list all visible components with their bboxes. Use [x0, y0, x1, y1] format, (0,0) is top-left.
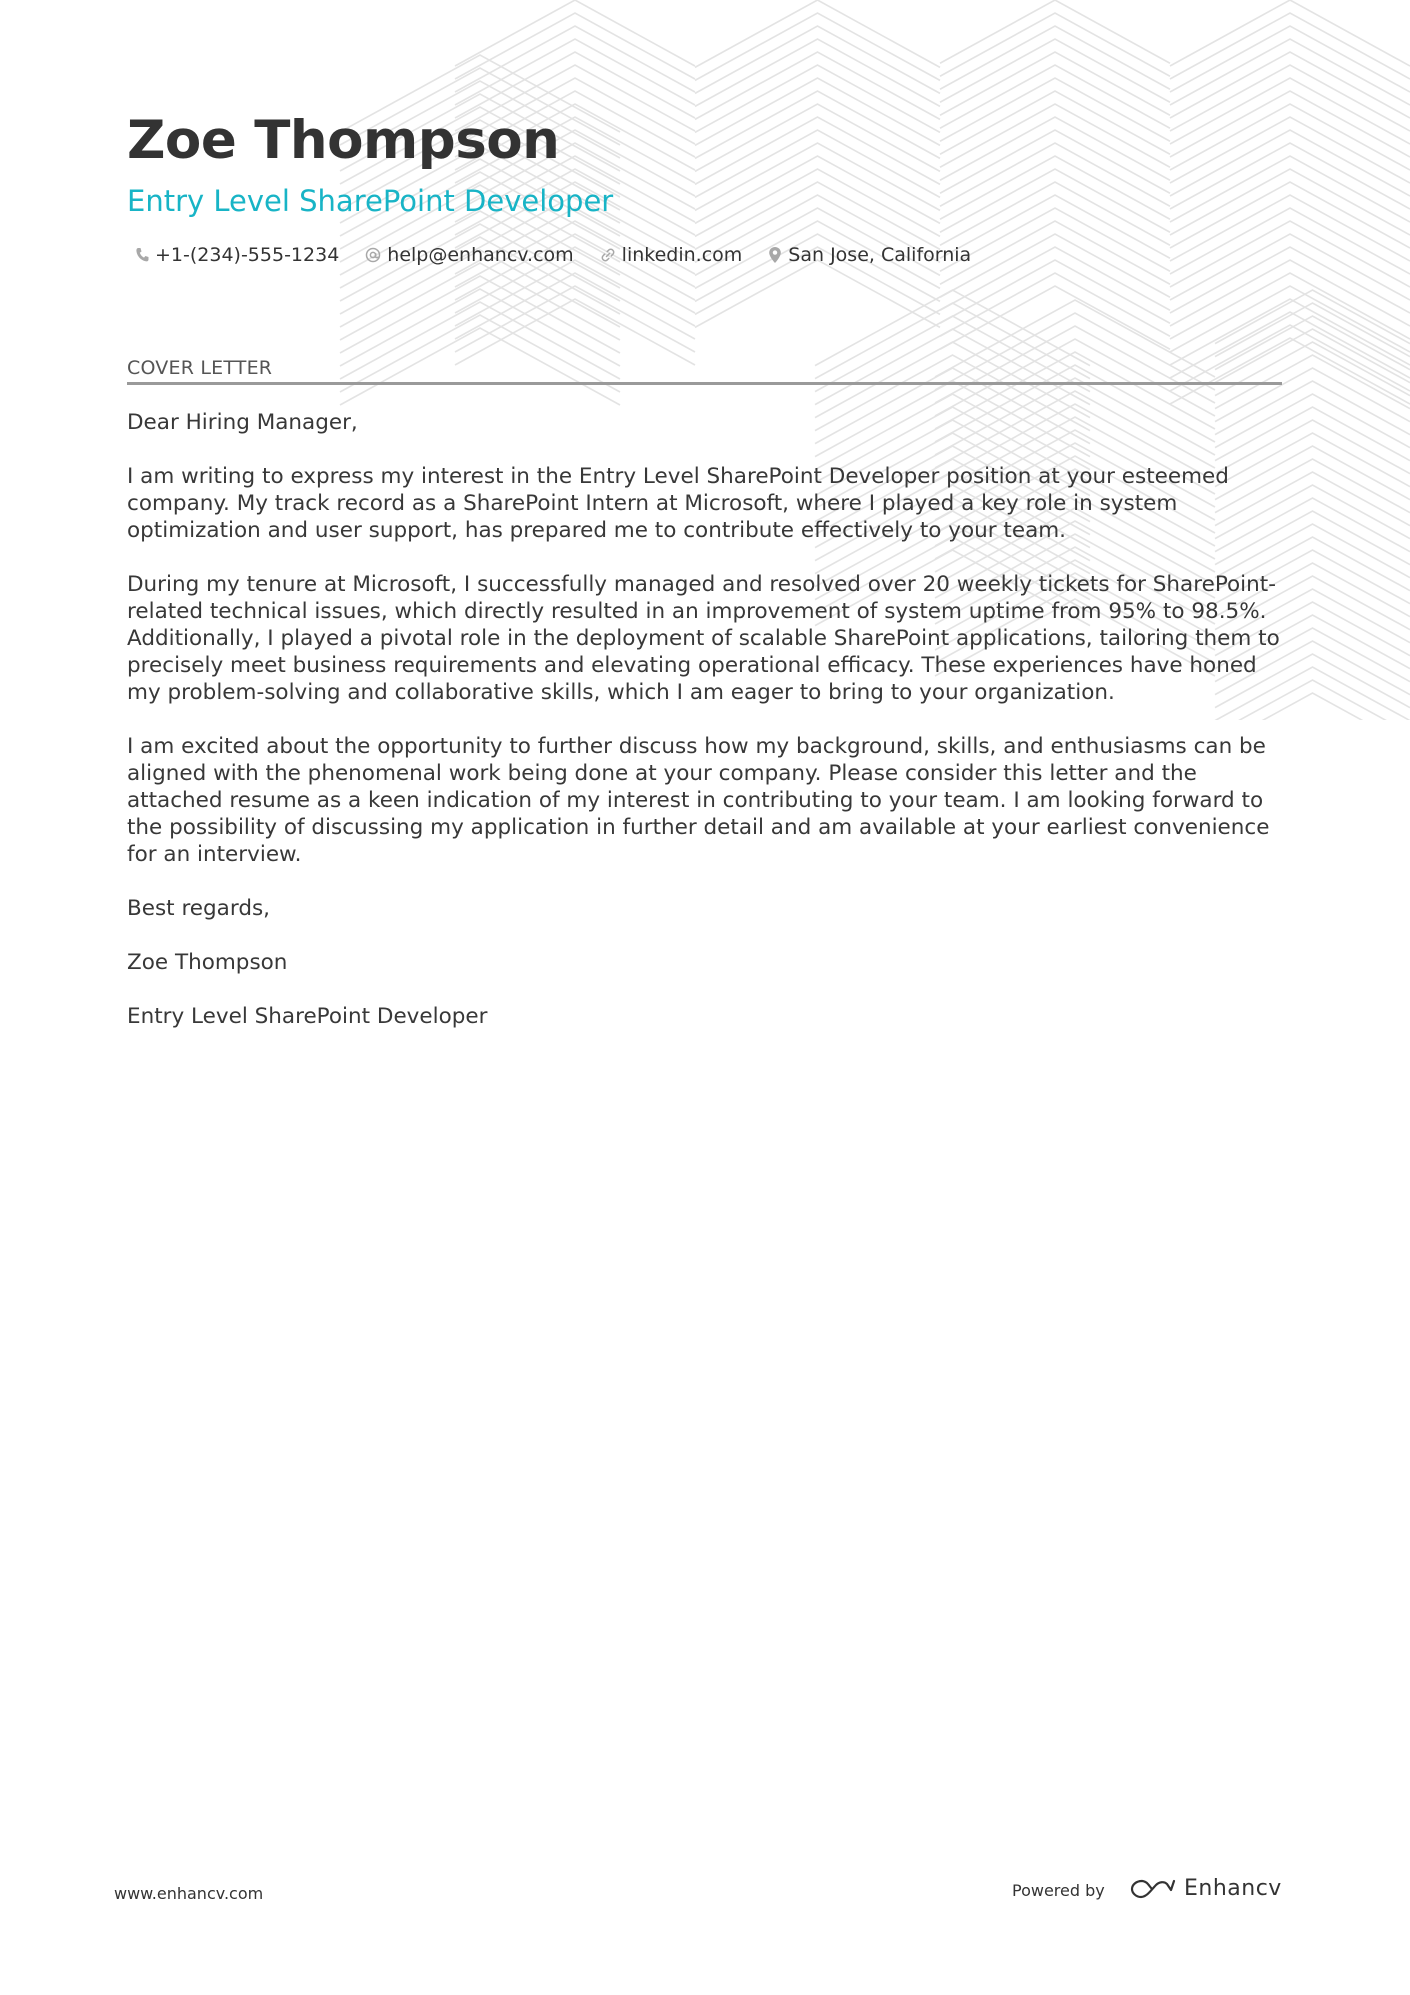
- link-text[interactable]: linkedin.com: [621, 244, 743, 266]
- phone-icon: [135, 247, 149, 263]
- contact-location: [768, 244, 971, 266]
- pattern-line: [1170, 0, 1410, 66]
- applicant-name: Zoe Thompson: [127, 110, 560, 171]
- brand-logo[interactable]: [1130, 1876, 1282, 1901]
- contact-row: [135, 244, 997, 266]
- letter-greeting: Dear Hiring Manager,: [127, 410, 358, 435]
- brand-name: Enhancv: [1184, 1876, 1282, 1901]
- location-pin-icon: [768, 246, 782, 264]
- section-title: COVER LETTER: [127, 357, 1282, 385]
- applicant-role: Entry Level SharePoint Developer: [127, 184, 614, 218]
- letter-body: [127, 409, 1287, 1057]
- link-icon: [600, 247, 616, 263]
- contact-phone: [135, 244, 339, 266]
- contact-email: [365, 244, 573, 266]
- signature-name: Zoe Thompson: [127, 950, 288, 975]
- location-text: San Jose, California: [788, 244, 972, 266]
- pattern-line: [695, 0, 940, 67]
- email-text[interactable]: help@enhancv.com: [387, 244, 574, 266]
- letter-closing: Best regards,: [127, 896, 271, 921]
- powered-by-label: Powered by: [1012, 1881, 1105, 1900]
- footer-website-link[interactable]: www.enhancv.com: [114, 1884, 264, 1903]
- pattern-line: [940, 0, 1170, 63]
- signature-title: Entry Level SharePoint Developer: [127, 1004, 488, 1029]
- phone-text[interactable]: +1-(234)-555-1234: [155, 244, 340, 266]
- letter-paragraph: During my tenure at Microsoft, I successfully managed and resolved over 20 weekly tickets for SharePoint-related technical issues, which directly resulted in an improvement of system uptime from 95% to 98.5%. Additionally, I played a pivotal role in the deployment of scalable SharePoint applications, tailoring them to precisely meet business requirements and elevating operational efficacy. These experiences have honed my problem-solving and collaborative skills, which I am eager to bring to your organization.: [127, 572, 1280, 705]
- letter-paragraph: I am excited about the opportunity to further discuss how my background, skills, and enthusiasms can be aligned with the phenomenal work being done at your company. Please consider this letter and the attached resume as a keen indication of my interest in contributing to your team. I am looking forward to the possibility of discussing my application in further detail and am available at your earliest convenience for an interview.: [127, 734, 1270, 867]
- enhancv-logo-icon: [1130, 1877, 1176, 1901]
- pattern-line: [455, 0, 695, 66]
- contact-link: [600, 244, 743, 266]
- at-icon: [365, 247, 381, 263]
- letter-paragraph: I am writing to express my interest in the Entry Level SharePoint Developer position at your esteemed company. My track record as a SharePoint Intern at Microsoft, where I played a key role in system optimization and user support, has prepared me to contribute effectively to your team.: [127, 464, 1229, 543]
